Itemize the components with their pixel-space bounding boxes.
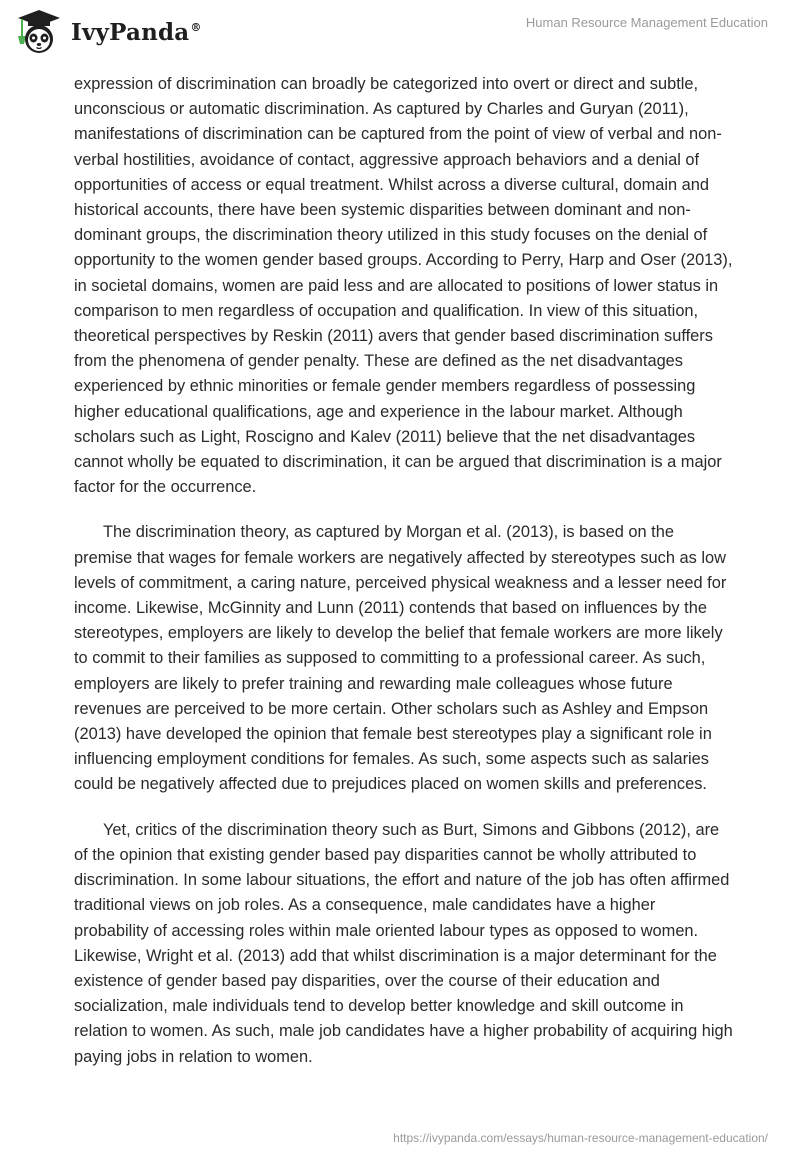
panda-graduate-icon	[14, 8, 64, 56]
essay-body	[74, 72, 734, 1090]
ivypanda-logo[interactable]	[14, 8, 202, 56]
paragraph-1: expression of discrimination can broadly be categorized into overt or direct and subtle, unconscious or automatic discrimination. As captured by Charles and Guryan (2011), manifestations of discrimination can be captured from the point of view of verbal and non-verbal hostilities, avoidance of contact, aggressive approach behaviors and a denial of opportunities of access or equal treatment. Whilst across a diverse cultural, domain and historical accounts, there have been systemic disparities between dominant and non-dominant groups, the discrimination theory utilized in this study focuses on the denial of opportunity to the women gender based groups. According to Perry, Harp and Oser (2013), in societal domains, women are paid less and are allocated to positions of lower status in comparison to men regardless of occupation and qualification. In view of this situation, theoretical perspectives by Reskin (2011) avers that gender based discrimination suffers from the phenomena of gender penalty. These are defined as the net disadvantages experienced by ethnic minorities or female gender members regardless of possessing higher educational qualifications, age and experience in the labour market. Although scholars such as Light, Roscigno and Kalev (2011) believe that the net disadvantages cannot wholly be equated to discrimination, it can be argued that discrimination is a major factor for the occurrence.	[74, 75, 733, 497]
document-title: Human Resource Management Education	[525, 15, 768, 30]
paragraph-3: Yet, critics of the discrimination theory such as Burt, Simons and Gibbons (2012), are of the opinion that existing gender based pay disparities cannot be wholly attributed to discrimination. In some labour situations, the effort and nature of the job has often affirmed traditional views on job roles. As a consequence, male candidates have a higher probability of accessing roles within male oriented labour types as opposed to women. Likewise, Wright et al. (2013) add that whilst discrimination is a major determinant for the existence of gender based pay disparities, over the course of their education and socialization, male individuals tend to develop better knowledge and skill outcome in relation to women. As such, male job candidates have a higher probability of acquiring high paying jobs in relation to women.	[74, 820, 733, 1066]
brand-name: IvyPanda®	[71, 18, 202, 46]
page-footer	[393, 1131, 768, 1145]
registered-mark: ®	[190, 20, 202, 34]
source-url-link[interactable]: https://ivypanda.com/essays/human-resource-management-education/	[393, 1131, 768, 1145]
paragraph-2: The discrimination theory, as captured by Morgan et al. (2013), is based on the premise that wages for female workers are negatively affected by stereotypes such as low levels of commitment, a caring nature, perceived physical weakness and a lesser need for income. Likewise, McGinnity and Lunn (2011) contends that based on influences by the stereotypes, employers are likely to develop the belief that female workers are more likely to commit to their families as supposed to committing to a professional career. As such, employers are likely to prefer training and rewarding male colleagues whose future revenues are perceived to be more certain. Other scholars such as Ashley and Empson (2013) have developed the opinion that female best stereotypes play a significant role in influencing employment conditions for females. As such, some aspects such as salaries could be negatively affected due to prejudices placed on women skills and preferences.	[74, 523, 727, 794]
page-header	[0, 0, 800, 66]
